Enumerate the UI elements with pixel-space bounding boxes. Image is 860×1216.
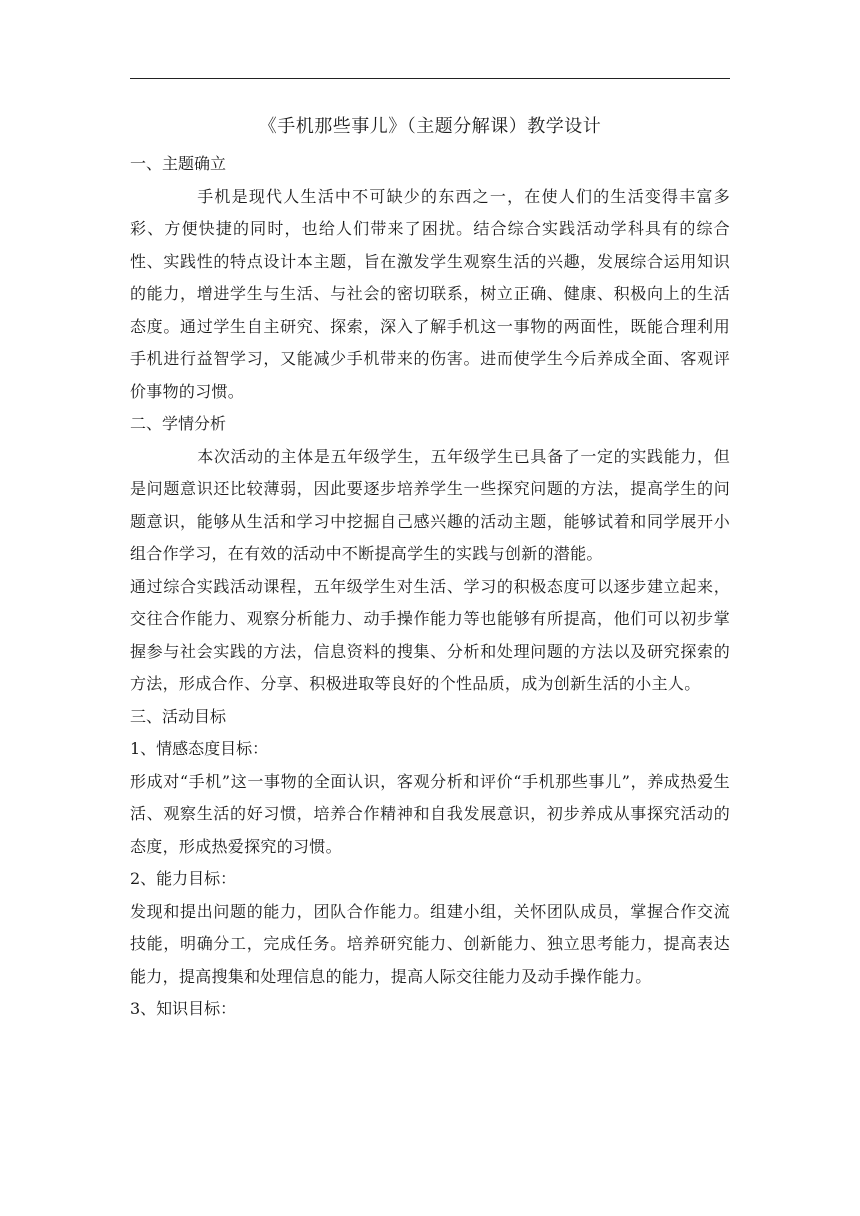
document-title: 《手机那些事儿》（主题分解课）教学设计 bbox=[258, 116, 602, 137]
paragraph-topic: 手机是现代人生活中不可缺少的东西之一，在使人们的生活变得丰富多彩、方便快捷的同时，也给人们带来了困扰。结合综合实践活动学科具有的综合性、实践性的特点设计本主题，旨在激发学生观察生活的兴趣，发展综合运用知识的能力，增进学生与生活、与社会的密切联系，树立正确、健康、积极向上的生活态度。通过学生自主研究、探索，深入了解手机这一事物的两面性，既能合理利用手机进行益智学习，又能减少手机带来的伤害。进而使学生今后养成全面、客观评价事物的习惯。 bbox=[130, 186, 730, 401]
goal-heading-knowledge: 3、知识目标： bbox=[130, 999, 237, 1018]
section-heading-topic: 一、主题确立 bbox=[130, 154, 227, 173]
goal-heading-ability: 2、能力目标： bbox=[130, 869, 237, 888]
header-rule bbox=[130, 78, 730, 79]
goal-text-ability: 发现和提出问题的能力，团队合作能力。组建小组，关怀团队成员，掌握合作交流技能，明确分工，完成任务。培养研究能力、创新能力、独立思考能力，提高表达能力，提高搜集和处理信息的能力，提高人际交往能力及动手操作能力。 bbox=[130, 901, 730, 986]
paragraph-analysis-2: 通过综合实践活动课程，五年级学生对生活、学习的积极态度可以逐步建立起来，交往合作能力、观察分析能力、动手操作能力等也能够有所提高，他们可以初步掌握参与社会实践的方法，信息资料的搜集、分析和处理问题的方法以及研究探索的方法，形成合作、分享、积极进取等良好的个性品质，成为创新生活的小主人。 bbox=[130, 576, 730, 693]
document-body bbox=[130, 110, 730, 1026]
goal-heading-attitude: 1、情感态度目标： bbox=[130, 739, 269, 758]
section-heading-analysis: 二、学情分析 bbox=[130, 414, 227, 433]
section-heading-goals: 三、活动目标 bbox=[130, 706, 227, 726]
paragraph-analysis-1: 本次活动的主体是五年级学生，五年级学生已具备了一定的实践能力，但是问题意识还比较薄弱，因此要逐步培养学生一些探究问题的方法，提高学生的问题意识，能够从生活和学习中挖掘自己感兴趣的活动主题，能够试着和同学展开小组合作学习，在有效的活动中不断提高学生的实践与创新的潜能。 bbox=[130, 446, 730, 563]
goal-text-attitude: 形成对“手机”这一事物的全面认识，客观分析和评价“手机那些事儿”，养成热爱生活、观察生活的好习惯，培养合作精神和自我发展意识，初步养成从事探究活动的态度，形成热爱探究的习惯。 bbox=[130, 771, 730, 856]
